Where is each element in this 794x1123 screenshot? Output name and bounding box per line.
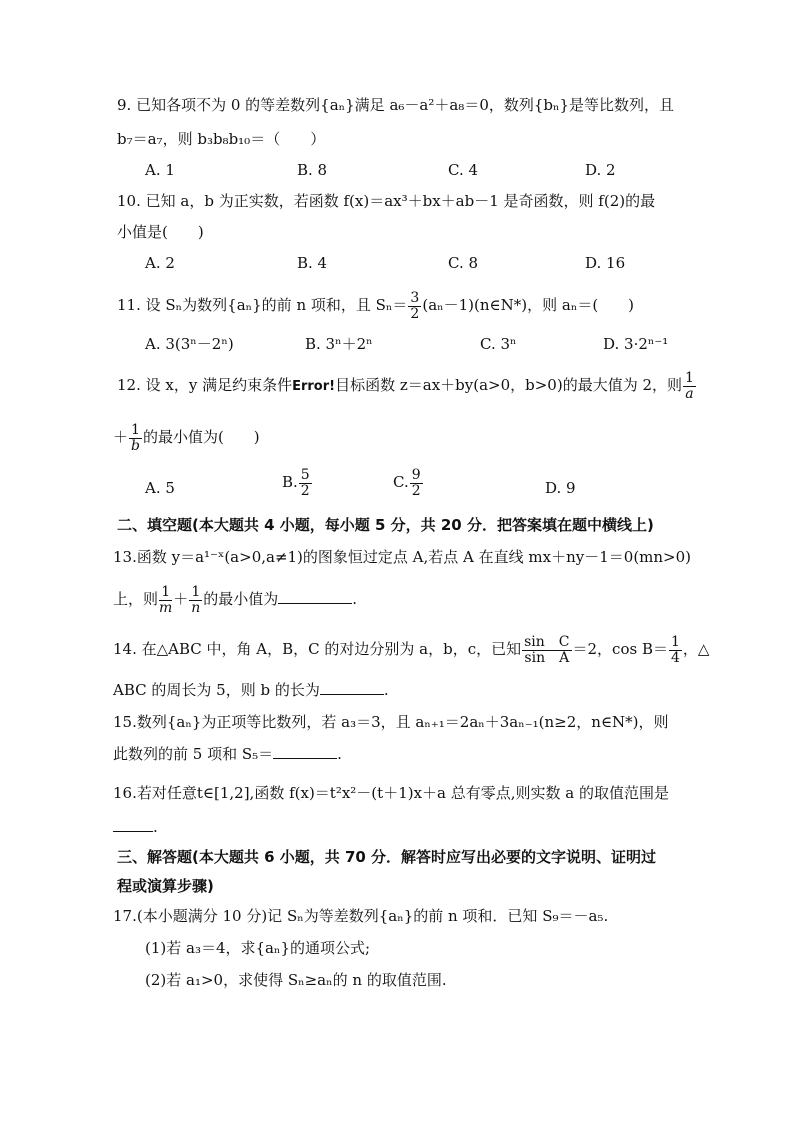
q10-option-a: A. 2 xyxy=(145,254,175,272)
q14-text-post: ，△ xyxy=(682,640,710,658)
q9-option-a: A. 1 xyxy=(145,161,175,179)
q12-text-pre: 12. 设 x，y 满足约束条件 xyxy=(117,376,293,394)
q13-line1: 13.函数 y＝a¹⁻ˣ(a>0,a≠1)的图象恒过定点 A,若点 A 在直线 mx＋ny－1＝0(mn>0) xyxy=(113,548,692,566)
q11-frac-num: 3 xyxy=(410,289,420,306)
q12-error-text: Error! xyxy=(292,379,336,394)
q17-line1: 17.(本小题满分 10 分)记 Sₙ为等差数列{aₙ}的前 n 项和．已知 S₉＝－a₅. xyxy=(113,907,609,925)
q10-line2: 小值是( ) xyxy=(117,223,204,241)
q12-frac1-num: 1 xyxy=(685,369,694,386)
q11-text-post: (aₙ－1)(n∈N*)，则 aₙ＝( ) xyxy=(422,296,635,314)
q15-line2 xyxy=(113,744,342,764)
q12-line1 xyxy=(117,368,697,404)
q14-line2 xyxy=(113,680,389,700)
q14-frac2-den: 4 xyxy=(670,649,680,666)
q12-option-b-fraction xyxy=(299,468,312,499)
q14-frac2-num: 1 xyxy=(670,633,680,650)
q12-fraction-1-over-a xyxy=(683,371,696,402)
section-3-heading-line1: 三、解答题(本大题共 6 小题，共 70 分．解答时应写出必要的文字说明、证明过 xyxy=(117,848,657,866)
q14-frac1-den: sin A xyxy=(524,649,570,666)
q14-answer-blank[interactable] xyxy=(320,680,384,695)
q14-end: . xyxy=(383,681,389,699)
q12-option-c-label: C. xyxy=(393,473,409,491)
q12-option-c xyxy=(393,465,424,499)
q14-frac1-num: sin C xyxy=(524,633,570,650)
q17-part2: (2)若 a₁>0，求使得 Sₙ≥aₙ的 n 的取值范围. xyxy=(145,971,447,989)
q9-option-c: C. 4 xyxy=(448,161,479,179)
q12-line2 xyxy=(113,420,260,454)
q9-option-b: B. 8 xyxy=(297,161,328,179)
q15-line2-text: 此数列的前 5 项和 S₅＝ xyxy=(113,745,274,763)
q10-option-d: D. 16 xyxy=(585,254,626,272)
q13-answer-blank[interactable] xyxy=(278,589,352,604)
q14-line2-text: ABC 的周长为 5，则 b 的长为 xyxy=(113,681,320,699)
q13-end: . xyxy=(352,590,358,608)
q13-fraction-1-over-m xyxy=(159,585,172,616)
q12-option-b xyxy=(282,465,313,499)
q12-option-b-label: B. xyxy=(282,473,298,491)
q11-line xyxy=(117,288,634,322)
q11-fraction xyxy=(408,291,421,322)
q12-option-c-num: 9 xyxy=(411,466,421,483)
q15-answer-blank[interactable] xyxy=(273,744,337,759)
q12-frac2-den: b xyxy=(130,437,140,454)
q13-frac1-num: 1 xyxy=(159,585,172,601)
q10-option-c: C. 8 xyxy=(448,254,479,272)
q14-fraction-1-over-4 xyxy=(669,635,682,666)
q15-end: . xyxy=(337,745,342,763)
q13-line2-pre: 上，则 xyxy=(113,590,159,608)
q11-option-a: A. 3(3ⁿ－2ⁿ) xyxy=(145,335,234,353)
q10-line1: 10. 已知 a，b 为正实数，若函数 f(x)＝ax³＋bx＋ab－1 是奇函数，则 f(2)的最 xyxy=(117,192,656,210)
section-2-heading: 二、填空题(本大题共 4 小题，每小题 5 分，共 20 分．把答案填在题中横线上) xyxy=(117,516,654,534)
q14-text-mid: ＝2，cos B＝ xyxy=(572,640,668,658)
q9-line2: b₇＝a₇，则 b₃b₈b₁₀＝（ ） xyxy=(117,130,326,148)
q11-option-d: D. 3·2ⁿ⁻¹ xyxy=(603,335,669,353)
section-3-heading-line2: 程或演算步骤) xyxy=(117,877,214,895)
q12-option-c-fraction xyxy=(410,468,423,499)
q12-fraction-1-over-b xyxy=(129,423,142,454)
q14-fraction-sinC-over-sinA xyxy=(522,635,571,666)
q16-answer-blank[interactable] xyxy=(113,817,153,832)
q11-option-b: B. 3ⁿ＋2ⁿ xyxy=(305,335,373,353)
q12-option-b-den: 2 xyxy=(300,482,310,499)
q14-line1 xyxy=(113,632,709,666)
q12-option-b-num: 5 xyxy=(300,466,310,483)
q13-frac2-den: n xyxy=(191,599,201,616)
q10-option-b: B. 4 xyxy=(297,254,328,272)
q12-frac2-num: 1 xyxy=(131,421,140,438)
q14-text-pre: 14. 在△ABC 中，角 A，B，C 的对边分别为 a，b，c，已知 xyxy=(113,640,522,658)
q12-text-mid: 目标函数 z＝ax＋by(a>0，b>0)的最大值为 2，则 xyxy=(335,376,683,394)
q13-frac1-den: m xyxy=(159,599,173,616)
q13-frac2-num: 1 xyxy=(191,583,201,600)
q11-option-c: C. 3ⁿ xyxy=(480,335,517,353)
q11-text-pre: 11. 设 Sₙ为数列{aₙ}的前 n 项和，且 Sₙ＝ xyxy=(117,296,408,314)
q16-line2 xyxy=(113,817,158,837)
q13-plus: ＋ xyxy=(173,590,189,608)
q9-option-d: D. 2 xyxy=(585,161,616,179)
q15-line1: 15.数列{aₙ}为正项等比数列，若 a₃＝3，且 aₙ₊₁＝2aₙ＋3aₙ₋₁(n≥2，n∈N*)，则 xyxy=(113,713,669,731)
q12-option-d: D. 9 xyxy=(545,479,576,497)
q16-line1: 16.若对任意t∈[1,2],函数 f(x)＝t²x²－(t＋1)x＋a 总有零点,则实数 a 的取值范围是 xyxy=(113,784,670,802)
q17-part1: (1)若 a₃＝4，求{aₙ}的通项公式; xyxy=(145,939,371,957)
q12-option-c-den: 2 xyxy=(411,482,421,499)
q16-end: . xyxy=(153,818,158,836)
q12-frac1-den: a xyxy=(685,385,694,402)
q13-fraction-1-over-n xyxy=(189,585,202,616)
q11-frac-den: 2 xyxy=(410,305,420,322)
q13-line2 xyxy=(113,582,357,616)
q12-line2-pre: ＋ xyxy=(113,428,129,446)
q13-line2-post: 的最小值为 xyxy=(203,590,279,608)
q9-line1: 9. 已知各项不为 0 的等差数列{aₙ}满足 a₆－a²＋a₈＝0，数列{bₙ}是等比数列，且 xyxy=(117,96,675,114)
q12-option-a: A. 5 xyxy=(145,479,175,497)
q12-line2-post: 的最小值为( ) xyxy=(142,428,260,446)
